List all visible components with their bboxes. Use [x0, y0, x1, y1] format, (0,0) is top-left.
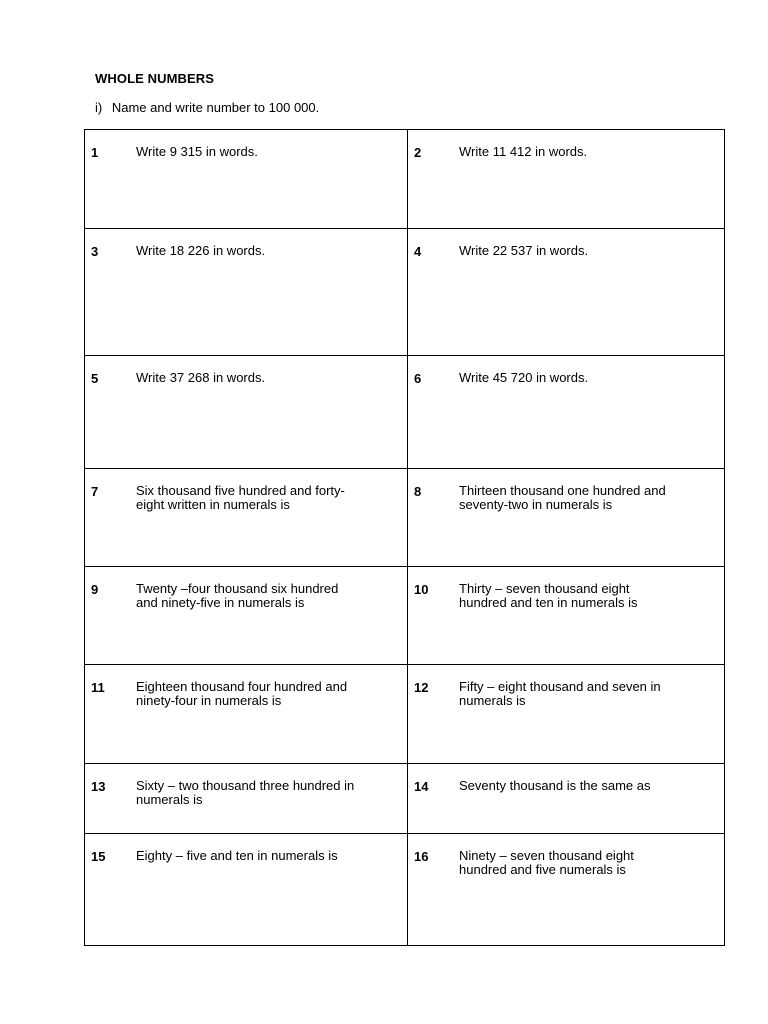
question-number: 7: [91, 484, 99, 499]
table-row: [85, 834, 725, 946]
question-cell-2: [408, 130, 725, 229]
question-text: Thirty – seven thousand eight hundred and ten in numerals is: [459, 581, 638, 610]
table-row: [85, 469, 725, 567]
question-number: 14: [414, 779, 429, 794]
question-cell-9: [85, 567, 408, 665]
question-number: 9: [91, 582, 99, 597]
question-number: 8: [414, 484, 422, 499]
question-text: Write 18 226 in words.: [136, 243, 266, 258]
question-text: Sixty – two thousand three hundred in numerals is: [136, 778, 355, 807]
question-cell-1: [85, 130, 408, 229]
question-cell-13: [85, 764, 408, 834]
page-title: WHOLE NUMBERS: [95, 71, 215, 86]
question-number: 5: [91, 371, 99, 386]
question-cell-14: [408, 764, 725, 834]
question-text: Ninety – seven thousand eight hundred and five numerals is: [459, 848, 634, 877]
question-text: Write 9 315 in words.: [136, 144, 258, 159]
question-number: 10: [414, 582, 429, 597]
section-heading: [95, 100, 319, 115]
question-text: Seventy thousand is the same as: [459, 778, 651, 793]
table-row: [85, 130, 725, 229]
question-text: Eighteen thousand four hundred and ninety-four in numerals is: [136, 679, 348, 708]
table-row: [85, 229, 725, 356]
question-cell-12: [408, 665, 725, 764]
question-cell-11: [85, 665, 408, 764]
question-number: 11: [91, 680, 105, 695]
question-text: Six thousand five hundred and forty- eight written in numerals is: [136, 483, 345, 512]
question-cell-15: [85, 834, 408, 946]
question-cell-6: [408, 356, 725, 469]
table-row: [85, 665, 725, 764]
table-row: [85, 764, 725, 834]
question-number: 4: [414, 244, 422, 259]
question-text: Write 22 537 in words.: [459, 243, 589, 258]
question-number: 16: [414, 849, 429, 864]
section-number: i): [95, 100, 103, 115]
question-text: Twenty –four thousand six hundred and ninety-five in numerals is: [136, 581, 339, 610]
table-row: [85, 356, 725, 469]
question-text: Thirteen thousand one hundred and seventy-two in numerals is: [459, 483, 666, 512]
question-cell-16: [408, 834, 725, 946]
question-cell-3: [85, 229, 408, 356]
question-cell-10: [408, 567, 725, 665]
question-number: 3: [91, 244, 99, 259]
question-number: 13: [91, 779, 106, 794]
question-number: 2: [414, 145, 422, 160]
question-text: Fifty – eight thousand and seven in numerals is: [459, 679, 661, 708]
question-text: Eighty – five and ten in numerals is: [136, 848, 338, 863]
question-number: 12: [414, 680, 429, 695]
question-number: 1: [91, 145, 99, 160]
question-text: Write 45 720 in words.: [459, 370, 589, 385]
question-table: [84, 129, 725, 946]
question-cell-4: [408, 229, 725, 356]
question-text: Write 11 412 in words.: [459, 144, 588, 159]
table-row: [85, 567, 725, 665]
question-number: 15: [91, 849, 106, 864]
section-label: Name and write number to 100 000.: [111, 100, 320, 115]
question-text: Write 37 268 in words.: [136, 370, 266, 385]
question-cell-5: [85, 356, 408, 469]
question-cell-7: [85, 469, 408, 567]
question-number: 6: [414, 371, 422, 386]
question-cell-8: [408, 469, 725, 567]
